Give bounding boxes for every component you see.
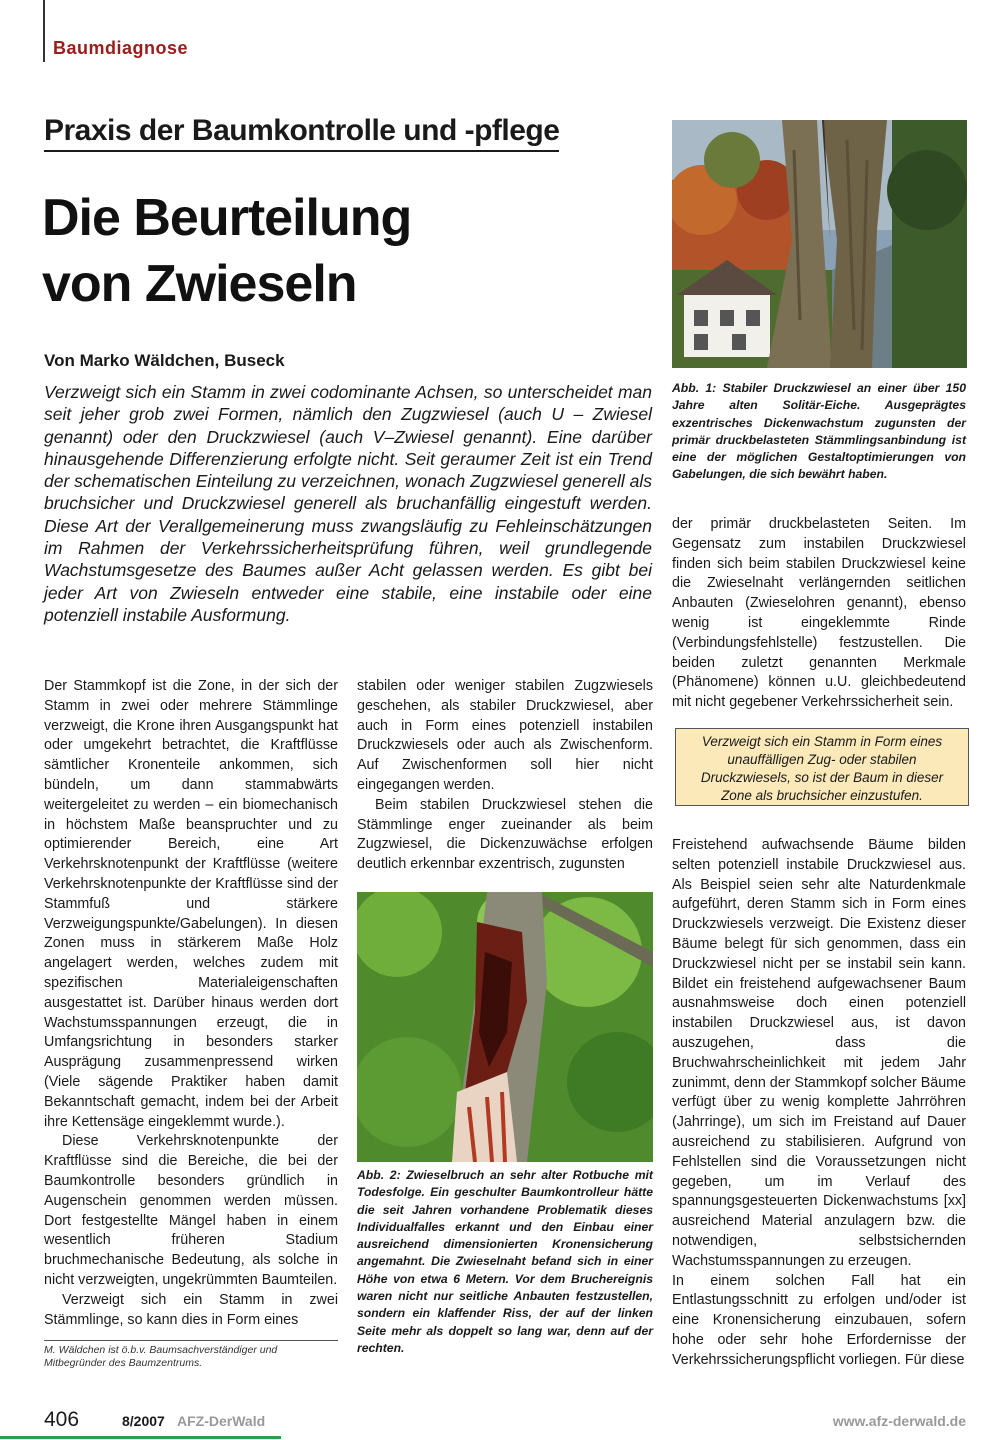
photo-oak-fork-image (672, 120, 967, 368)
col1-paragraph-3: Verzweigt sich ein Stamm in zwei Stämmlinge, so kann dies in Form eines (44, 1291, 338, 1328)
section-rubric: Baumdiagnose (53, 38, 189, 58)
title-line-2: von Zwieseln (42, 255, 357, 313)
col1-paragraph-2: Diese Verkehrsknotenpunkte der Kraftflüsse sind die Bereiche, die bei der Baumkontrolle besonders gründlich in Augenschein genommen werden müssen. Dort festgestellte Mängel haben in einem wesentlich früheren Stadium bruchmechanische Bedeutung, als solche in nicht verzweigten, ungekrümmten Baumteilen. (44, 1133, 338, 1288)
byline: Von Marko Wäldchen, Buseck (44, 351, 285, 370)
col2-paragraph-1: stabilen oder weniger stabilen Zugzwiesels geschehen, als stabiler Druckzwiesel, aber auch in Form eines potenziell instabilen Druckzwiesels oder auch als Zwischenform. Auf Zwischenformen soll hier nicht eingegangen werden. (357, 678, 653, 793)
pull-quote: Verzweigt sich ein Stamm in Form eines unauffälligen Zug- oder stabilen Druckzwiesels, so ist der Baum in dieser Zone als bruchsicher einzustufen. (675, 728, 969, 806)
col3-paragraph-3: In einem solchen Fall hat ein Entlastungsschnitt zu erfolgen und/oder ist eine Kronensicherung einzubauen, sofern hohe oder sehr hohe Erfordernisse der Verkehrssicherungspflicht vorliegen. Für diese (672, 1272, 966, 1368)
caption-figure-1: Abb. 1: Stabiler Druckzwiesel an einer über 150 Jahre alten Solitär-Eiche. Ausgeprägtes exzentrisches Dickenwachstum zugunsten der primär druckbelasteten Stämmlingsanbindung ist eine der möglichen Gestaltoptimierungen von Gabelungen, die sich bewährt haben. (672, 381, 966, 482)
col3-paragraph-1: der primär druckbelasteten Seiten. Im Gegensatz zum instabilen Druckzwiesel finden sich beim stabilen Druckzwiesel keine die Zwieselnaht verlängernden seitlichen Anbauten (Zwieselohren genannt), ebenso wenig ist eingeklemmte Rinde (Verbindungsfehlstelle) festzustellen. Die beiden zuletzt genannten Merkmale (Phänomene) können u.U. gleichbedeutend mit nicht gegebener Verkehrssicherheit sein. (672, 516, 966, 711)
col3-paragraph-2: Freistehend aufwachsende Bäume bilden selten potenziell instabile Druckzwiesel aus. Als Beispiel seien sehr alte Naturdenkmale aufgeführt, deren Stamm sich in Form eines Druckzwiesels verzweigt. Die Existenz dieser Bäume belegt für sich genommen, dass ein Druckzwiesel nicht per se instabil sein kann. Bildet ein freistehend aufgewachsener Baum ausnahmsweise doch einen potenziell instabilen Druckzwiesel aus, ist davon auszugehen, dass die Bruchwahrscheinlichkeit mit jedem Jahr zunimmt, denn der Stammkopf solcher Bäume verfügt über zu wenig komplette Jahrröhren (Jahrringe), um sich im Freistand auf Dauer ausreichend zu stabilisieren. Aufgrund von Fehlstellen sind die Voraussetzungen nicht gegeben, um im Verlauf des spannungsgesteuerten Dickenwachstums [xx] ausreichend Material anzulagern bzw. die notwendigen, selbstsichernden Wachstumsspannungen zu erzeugen. (672, 837, 967, 1269)
photo-beech-fork-break (357, 892, 653, 1162)
lead-paragraph: Verzweigt sich ein Stamm in zwei codominante Achsen, so unterscheidet man seit jeher grob zwei Formen, nämlich den Zugzwiesel (auch U – Zwiesel genannt) oder den Druckzwiesel (auch V–Zwiesel genannt). Eine darüber hinausgehende Differenzierung erfolgte nicht. Seit geraumer Zeit ist ein Trend der schematischen Einteilung zu verzeichnen, wonach Zugzwiesel generell als bruchsicher und Druckzwiesel generell als bruchanfällig eingestuft werden. Diese Art der Verallgemeinerung muss zwangsläufig zu Fehleinschätzungen im Rahmen der Verkehrssicherheitsprüfung führen, weil grundlegende Wachstumsgesetze des Baumes außer Acht gelassen werden. Es gibt bei jeder Art von Zwieseln entweder eine stabile, eine instabile oder eine potenziell instabile Ausformung. (44, 382, 652, 625)
body-column-3-top (672, 515, 966, 713)
col1-paragraph-1: Der Stammkopf ist die Zone, in der sich der Stamm in zwei oder mehrere Stämmlinge verzweigt, die Krone ihren Ausgangspunkt hat oder umgekehrt betrachtet, die Kraftflüsse sämtlicher Kronenteile ankommen, sich bündeln, um dann stammabwärts weitergeleitet zu werden – ein biomechanisch in höchstem Maße beanspruchter und zu optimierender Bereich, eine Art Verkehrsknotenpunkt der Kraftflüsse (weitere Verkehrsknotenpunkte der Kraftflüsse sind der Stammfuß und stärkere Verzweigungspunkte/Gabelungen). In diesen Zonen muss in stärkerem Maße Holz angelagert werden, welches zudem mit spezifischen Materialeigenschaften ausgestattet ist. Darüber hinaus werden dort Wachstumsspannungen erzeugt, die in Umfangsrichtung in besonders starker Ausprägung zusammenpressend wirken (Viele sägende Praktiker haben damit Bekanntschaft gemacht, indem bei der Arbeit ihre Kettensäge eingeklemmt wurde.). (44, 678, 338, 1130)
website-link[interactable]: www.afz-derwald.de (832, 1413, 966, 1429)
footer-bar (0, 1436, 281, 1439)
title-line-1: Die Beurteilung (42, 189, 412, 247)
photo-oak-fork (672, 120, 967, 368)
header-rule (43, 0, 45, 62)
body-column-3-bottom (672, 836, 966, 1371)
caption-figure-2: Abb. 2: Zwieselbruch an sehr alter Rotbuche mit Todesfolge. Ein geschulter Baumkontrolleur hätte die seit Jahren vorhandene Problematik dieses Individualfalles erkannt und den Einbau einer ausreichend dimensionierten Kronensicherung angemahnt. Die Zwieselnaht befand sich in einer Höhe von etwa 6 Metern. Vor dem Bruchereignis waren nicht nur seitliche Anbauten festzustellen, sondern ein klaffender Riss, der auf der linken Seite mehr als doppelt so lang war, denn auf der rechten. (357, 1168, 653, 1355)
body-column-2 (357, 677, 653, 875)
photo-beech-fork-break-image (357, 892, 653, 1162)
article-kicker: Praxis der Baumkontrolle und -pflege (44, 114, 559, 152)
journal-name: AFZ-DerWald (177, 1413, 266, 1429)
issue-number: 8/2007 (122, 1413, 165, 1429)
article-title (42, 185, 642, 317)
page-number: 406 (44, 1408, 80, 1431)
body-column-1 (44, 677, 338, 1330)
col2-paragraph-2: Beim stabilen Druckzwiesel stehen die Stämmlinge enger zueinander als beim Zugzwiesel, die Dickenzuwächse erfolgen deutlich erkennbar exzentrisch, zugunsten (357, 796, 653, 873)
author-footnote: M. Wäldchen ist ö.b.v. Baumsachverständiger und Mitbegründer des Baumzentrums. (44, 1340, 338, 1370)
